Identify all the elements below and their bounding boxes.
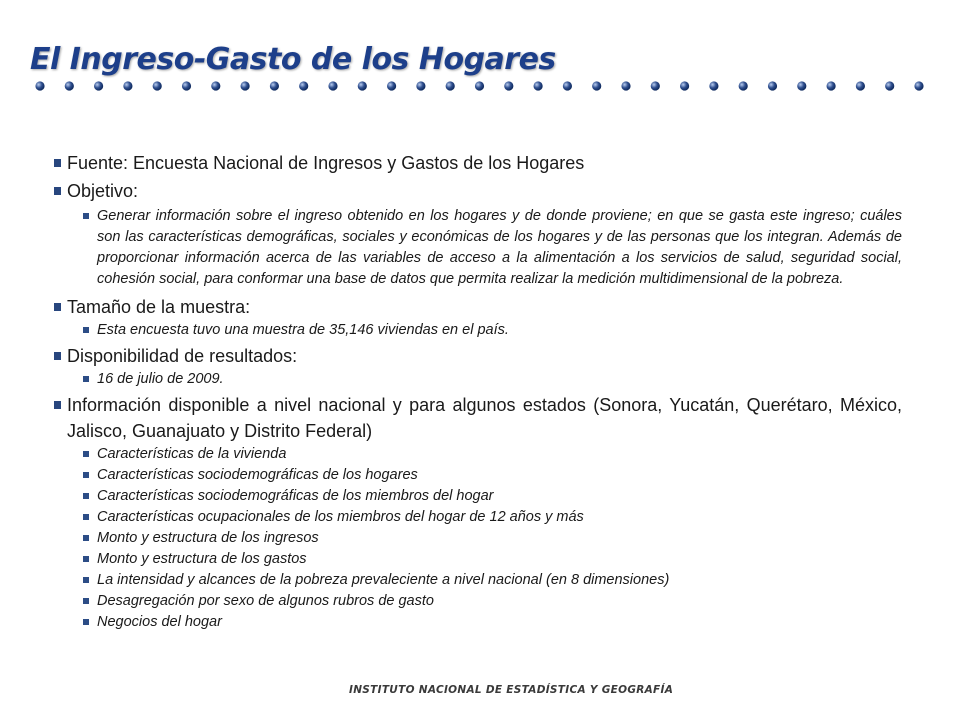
objetivo-detail — [54, 206, 902, 290]
fuente-text: Fuente: Encuesta Nacional de Ingresos y Gastos de los Hogares — [67, 153, 585, 173]
disponibilidad-text: 16 de julio de 2009. — [97, 371, 224, 387]
dot-mark — [35, 81, 44, 90]
square-bullet-icon — [54, 187, 61, 195]
informacion-list — [54, 444, 902, 633]
dot-mark — [563, 81, 572, 90]
dot-mark — [416, 81, 425, 90]
dot-mark — [446, 81, 455, 90]
dot-mark — [241, 81, 250, 90]
dot-mark — [827, 81, 836, 90]
list-item-text: Desagregación por sexo de algunos rubros de gasto — [97, 593, 434, 609]
dot-mark — [475, 81, 484, 90]
slide-title: El Ingreso-Gasto de los Hogares — [30, 42, 556, 77]
square-bullet-icon — [83, 472, 89, 478]
list-item-text: Características de la vivienda — [97, 446, 287, 462]
disponibilidad-heading: Disponibilidad de resultados: — [67, 346, 298, 366]
list-item — [54, 591, 902, 612]
dot-mark — [534, 81, 543, 90]
square-bullet-icon — [83, 451, 89, 457]
square-bullet-icon — [54, 352, 61, 360]
decorative-dot-line — [30, 78, 930, 94]
list-item — [54, 570, 902, 591]
dot-mark — [270, 81, 279, 90]
list-item-text: La intensidad y alcances de la pobreza prevaleciente a nivel nacional (en 8 dimensiones) — [97, 572, 670, 588]
dot-mark — [387, 81, 396, 90]
footer-institution: INSTITUTO NACIONAL DE ESTADÍSTICA Y GEOGRAFÍA — [349, 684, 674, 696]
bullet-disponibilidad — [54, 343, 902, 369]
square-bullet-icon — [54, 401, 61, 409]
list-item-text: Características ocupacionales de los miembros del hogar de 12 años y más — [97, 509, 584, 525]
dot-mark — [621, 81, 630, 90]
square-bullet-icon — [83, 213, 89, 219]
dot-mark — [94, 81, 103, 90]
tamano-heading: Tamaño de la muestra: — [67, 297, 251, 317]
bullet-fuente — [54, 150, 902, 176]
list-item-text: Monto y estructura de los gastos — [97, 551, 307, 567]
square-bullet-icon — [83, 514, 89, 520]
dot-mark — [592, 81, 601, 90]
dot-mark — [709, 81, 718, 90]
dot-mark — [65, 81, 74, 90]
square-bullet-icon — [83, 376, 89, 382]
list-item-text: Características sociodemográficas de los hogares — [97, 467, 418, 483]
dot-mark — [328, 81, 337, 90]
dot-mark — [885, 81, 894, 90]
bullet-tamano — [54, 294, 902, 320]
dot-mark — [504, 81, 513, 90]
slide-content — [54, 148, 902, 633]
list-item — [54, 549, 902, 570]
dot-mark — [182, 81, 191, 90]
objetivo-heading: Objetivo: — [67, 181, 139, 201]
bullet-informacion — [54, 392, 902, 444]
dot-mark — [651, 81, 660, 90]
list-item — [54, 612, 902, 633]
dot-mark — [211, 81, 220, 90]
square-bullet-icon — [83, 327, 89, 333]
dot-mark — [299, 81, 308, 90]
dot-mark — [797, 81, 806, 90]
tamano-detail — [54, 320, 902, 341]
dot-mark — [768, 81, 777, 90]
list-item — [54, 507, 902, 528]
dot-mark — [358, 81, 367, 90]
objetivo-text: Generar información sobre el ingreso obtenido en los hogares y de donde proviene; en que se gasta este ingreso; cuáles son las características demográficas, sociales y económicas de los hogares y de las personas que los integran. Además de proporcionar información acerca de las variables de acceso a la alimentación a los servicios de salud, seguridad social, cohesión social, para conformar una base de datos que permita realizar la medición multidimensional de la pobreza. — [97, 208, 902, 287]
list-item — [54, 444, 902, 465]
square-bullet-icon — [83, 493, 89, 499]
bullet-objetivo — [54, 178, 902, 204]
dot-mark — [914, 81, 923, 90]
dot-mark — [123, 81, 132, 90]
informacion-heading: Información disponible a nivel nacional y para algunos estados (Sonora, Yucatán, Querétaro, México, Jalisco, Guanajuato y Distrito Federal) — [67, 395, 902, 441]
dot-mark — [680, 81, 689, 90]
list-item — [54, 465, 902, 486]
square-bullet-icon — [83, 556, 89, 562]
square-bullet-icon — [83, 598, 89, 604]
square-bullet-icon — [54, 159, 61, 167]
square-bullet-icon — [83, 535, 89, 541]
square-bullet-icon — [83, 577, 89, 583]
square-bullet-icon — [54, 303, 61, 311]
disponibilidad-detail — [54, 369, 902, 390]
tamano-text: Esta encuesta tuvo una muestra de 35,146 viviendas en el país. — [97, 322, 509, 338]
list-item-text: Negocios del hogar — [97, 614, 222, 630]
list-item — [54, 486, 902, 507]
dot-mark — [856, 81, 865, 90]
dot-mark — [153, 81, 162, 90]
list-item — [54, 528, 902, 549]
square-bullet-icon — [83, 619, 89, 625]
list-item-text: Monto y estructura de los ingresos — [97, 530, 319, 546]
list-item-text: Características sociodemográficas de los miembros del hogar — [97, 488, 494, 504]
dot-mark — [739, 81, 748, 90]
